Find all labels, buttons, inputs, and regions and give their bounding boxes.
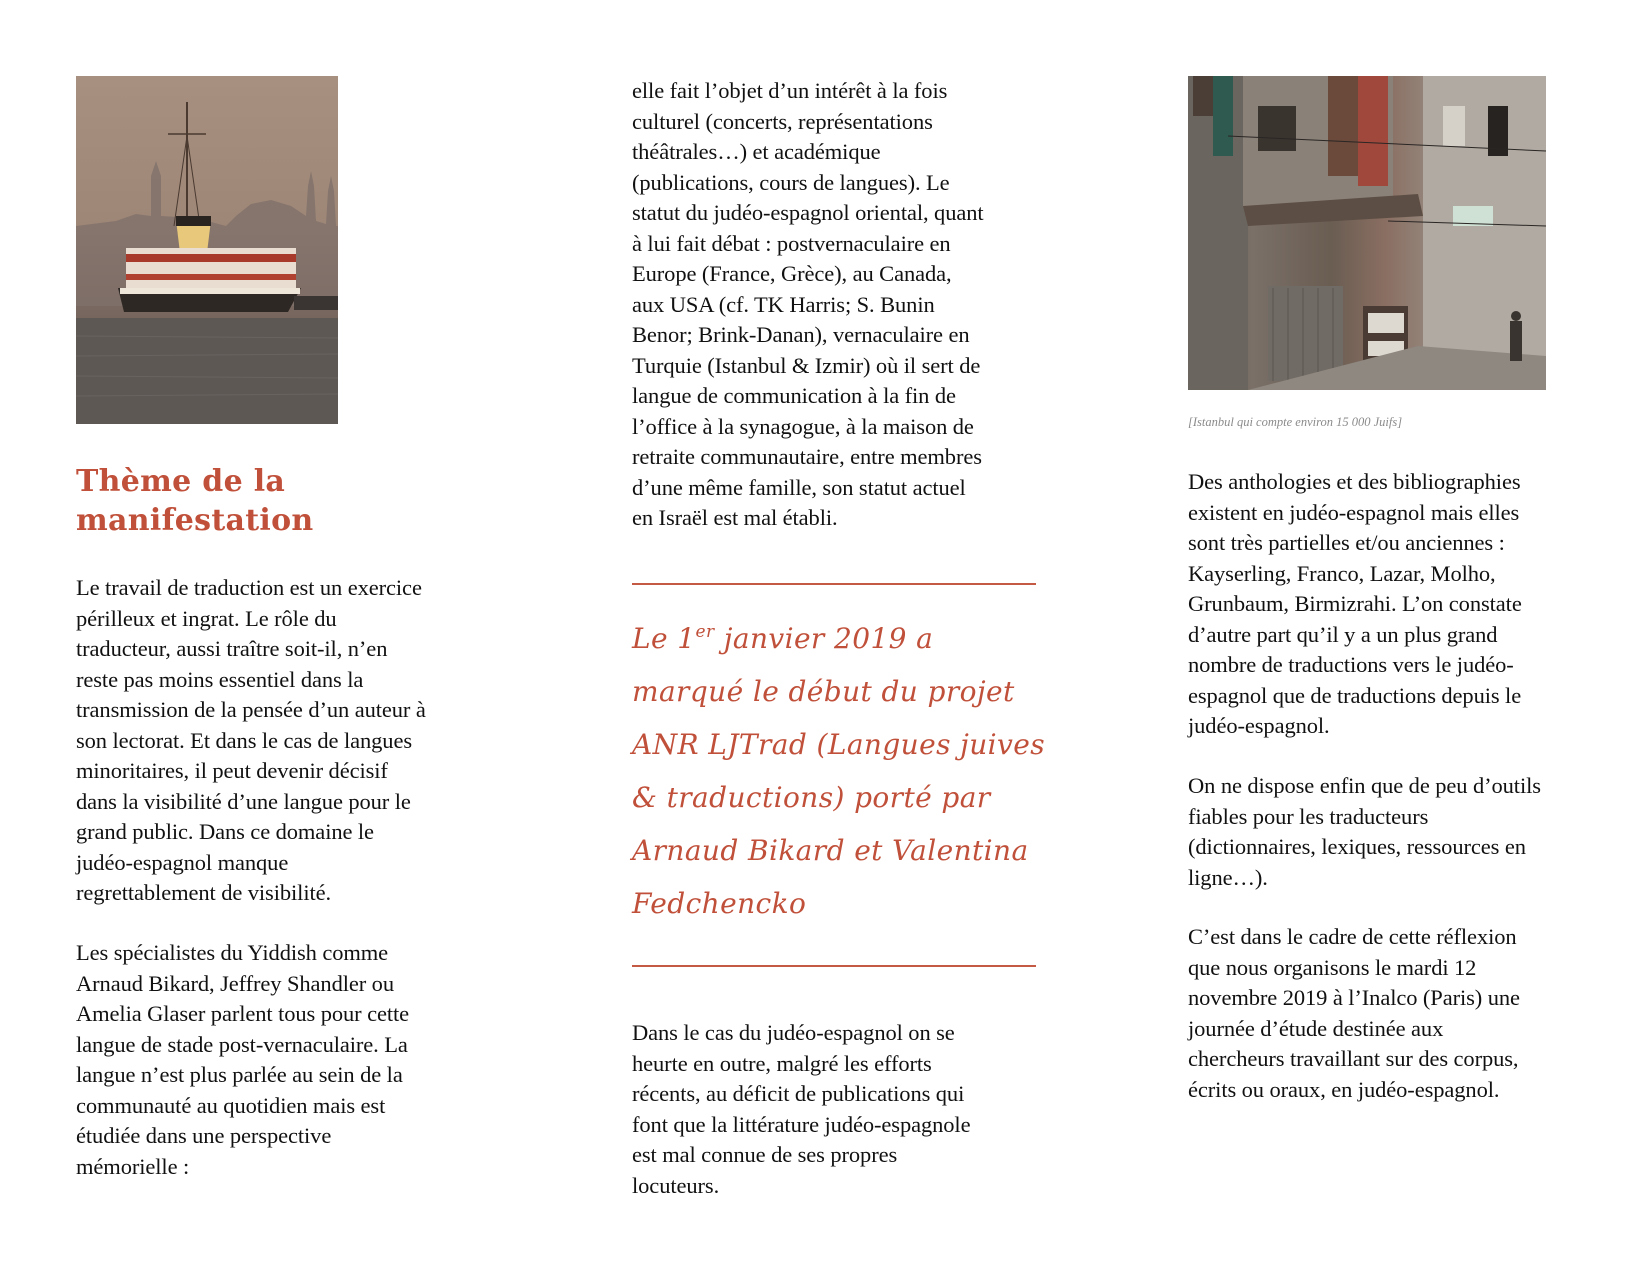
text-line: chercheurs travaillant sur des corpus, bbox=[1188, 1046, 1519, 1071]
ordinal-superscript: er bbox=[695, 622, 715, 642]
heading-line: manifestation bbox=[76, 503, 314, 538]
middle-paragraph-2 bbox=[632, 1018, 970, 1201]
text-line: Arnaud Bikard, Jeffrey Shandler ou bbox=[76, 970, 394, 996]
text-line: Grunbaum, Birmizrahi. L’on constate bbox=[1188, 591, 1522, 616]
text-line: traducteur, aussi traître soit-il, n’en bbox=[76, 636, 388, 661]
text-line: judéo-espagnol manque bbox=[76, 849, 289, 875]
text-line: font que la littérature judéo-espagnole bbox=[632, 1111, 971, 1137]
istanbul-street-photo bbox=[1188, 76, 1546, 390]
pull-quote bbox=[632, 612, 1045, 930]
text-line: culturel (concerts, représentations bbox=[632, 108, 933, 134]
text-line: communauté au quotidien mais est bbox=[76, 1092, 386, 1118]
text-line: Des anthologies et des bibliographies bbox=[1188, 469, 1521, 494]
text-line: aux USA (cf. TK Harris; S. Bunin bbox=[632, 291, 935, 317]
text-line: Benor; Brink-Danan), vernaculaire en bbox=[632, 322, 970, 347]
text-line: dans la visibilité d’une langue pour le bbox=[76, 788, 411, 814]
text-line: d’autre part qu’il y a un plus grand bbox=[1188, 621, 1498, 647]
left-paragraph-1 bbox=[76, 573, 426, 909]
text-line: Turquie (Istanbul & Izmir) où il sert de bbox=[632, 352, 981, 378]
text-line: langue de stade post-vernaculaire. La bbox=[76, 1031, 408, 1057]
text-line: On ne dispose enfin que de peu d’outils bbox=[1188, 773, 1541, 798]
pull-quote-line: Arnaud Bikard et Valentina bbox=[632, 834, 1029, 867]
text-line: que nous organisons le mardi 12 bbox=[1188, 954, 1477, 980]
text-line: reste pas moins essentiel dans la bbox=[76, 666, 364, 692]
text-line: C’est dans le cadre de cette réflexion bbox=[1188, 924, 1517, 949]
text-line: journée d’étude destinée aux bbox=[1188, 1015, 1444, 1041]
text-line: nombre de traductions vers le judéo- bbox=[1188, 652, 1514, 677]
pull-quote-line: marqué le début du projet bbox=[632, 675, 1015, 708]
text-line: langue n’est plus parlée au sein de la bbox=[76, 1062, 403, 1087]
street-illustration-icon bbox=[1188, 76, 1546, 390]
text-line: périlleux et ingrat. Le rôle du bbox=[76, 605, 337, 631]
text-line: novembre 2019 à l’Inalco (Paris) une bbox=[1188, 985, 1520, 1010]
left-paragraph-2 bbox=[76, 938, 409, 1182]
right-paragraph-2 bbox=[1188, 771, 1541, 893]
text-line: étudiée dans une perspective bbox=[76, 1123, 332, 1148]
text-line: d’une même famille, son statut actuel bbox=[632, 474, 966, 500]
text-line: fiables pour les traducteurs bbox=[1188, 803, 1429, 829]
text-line: heurte en outre, malgré les efforts bbox=[632, 1050, 932, 1076]
pull-quote-line bbox=[632, 612, 1045, 665]
pull-quote-line: ANR LJTrad (Langues juives bbox=[632, 728, 1045, 761]
text-line: à lui fait débat : postvernaculaire en bbox=[632, 230, 951, 256]
text-line: Amelia Glaser parlent tous pour cette bbox=[76, 1001, 410, 1026]
section-heading bbox=[76, 462, 314, 540]
middle-paragraph-1 bbox=[632, 76, 984, 534]
text-line: judéo-espagnol. bbox=[1188, 713, 1330, 738]
text-line: (dictionnaires, lexiques, ressources en bbox=[1188, 834, 1526, 859]
text-line: (publications, cours de langues). Le bbox=[632, 169, 950, 195]
right-paragraph-3 bbox=[1188, 922, 1520, 1105]
text-line: minoritaires, il peut devenir décisif bbox=[76, 758, 388, 783]
text-line: existent en judéo-espagnol mais elles bbox=[1188, 499, 1520, 525]
pull-quote-bottom-divider bbox=[632, 965, 1036, 967]
text-line: en Israël est mal établi. bbox=[632, 505, 838, 530]
text-line: est mal connue de ses propres bbox=[632, 1142, 898, 1167]
text-line: son lectorat. Et dans le cas de langues bbox=[76, 727, 412, 753]
text-line: l’office à la synagogue, à la maison de bbox=[632, 413, 974, 439]
text-line: locuteurs. bbox=[632, 1172, 720, 1198]
photo-caption: [Istanbul qui compte environ 15 000 Juifs] bbox=[1188, 415, 1403, 429]
ferry-illustration-icon bbox=[76, 76, 338, 424]
pull-quote-line: & traductions) porté par bbox=[632, 781, 991, 814]
right-paragraph-1 bbox=[1188, 467, 1522, 742]
text-line: retraite communautaire, entre membres bbox=[632, 444, 982, 469]
text-line: écrits ou oraux, en judéo-espagnol. bbox=[1188, 1076, 1500, 1102]
pull-quote-line: Fedchencko bbox=[632, 887, 807, 920]
text-line: mémorielle : bbox=[76, 1153, 190, 1179]
text-line: Kayserling, Franco, Lazar, Molho, bbox=[1188, 560, 1496, 586]
text-line: Europe (France, Grèce), au Canada, bbox=[632, 261, 952, 286]
text-line: Dans le cas du judéo-espagnol on se bbox=[632, 1020, 955, 1045]
text-line: Le travail de traduction est un exercice bbox=[76, 575, 422, 600]
text-line: langue de communication à la fin de bbox=[632, 383, 956, 408]
text-line: transmission de la pensée d’un auteur à bbox=[76, 697, 426, 722]
text-line: ligne…). bbox=[1188, 864, 1268, 890]
text-line: regrettablement de visibilité. bbox=[76, 880, 332, 905]
text-line: théâtrales…) et académique bbox=[632, 139, 881, 164]
text-line: récents, au déficit de publications qui bbox=[632, 1081, 965, 1106]
text-line: elle fait l’objet d’un intérêt à la fois bbox=[632, 78, 948, 103]
heading-line: Thème de la bbox=[76, 464, 286, 499]
text-line: Les spécialistes du Yiddish comme bbox=[76, 940, 389, 965]
text-line: statut du judéo-espagnol oriental, quant bbox=[632, 200, 984, 225]
pull-quote-top-divider bbox=[632, 583, 1036, 585]
pull-quote-text: janvier 2019 a bbox=[714, 622, 934, 655]
pull-quote-text: Le 1 bbox=[632, 622, 696, 655]
text-line: espagnol que de traductions depuis le bbox=[1188, 682, 1522, 708]
text-line: grand public. Dans ce domaine le bbox=[76, 819, 374, 844]
text-line: sont très partielles et/ou anciennes : bbox=[1188, 530, 1505, 555]
ferry-photo bbox=[76, 76, 338, 424]
